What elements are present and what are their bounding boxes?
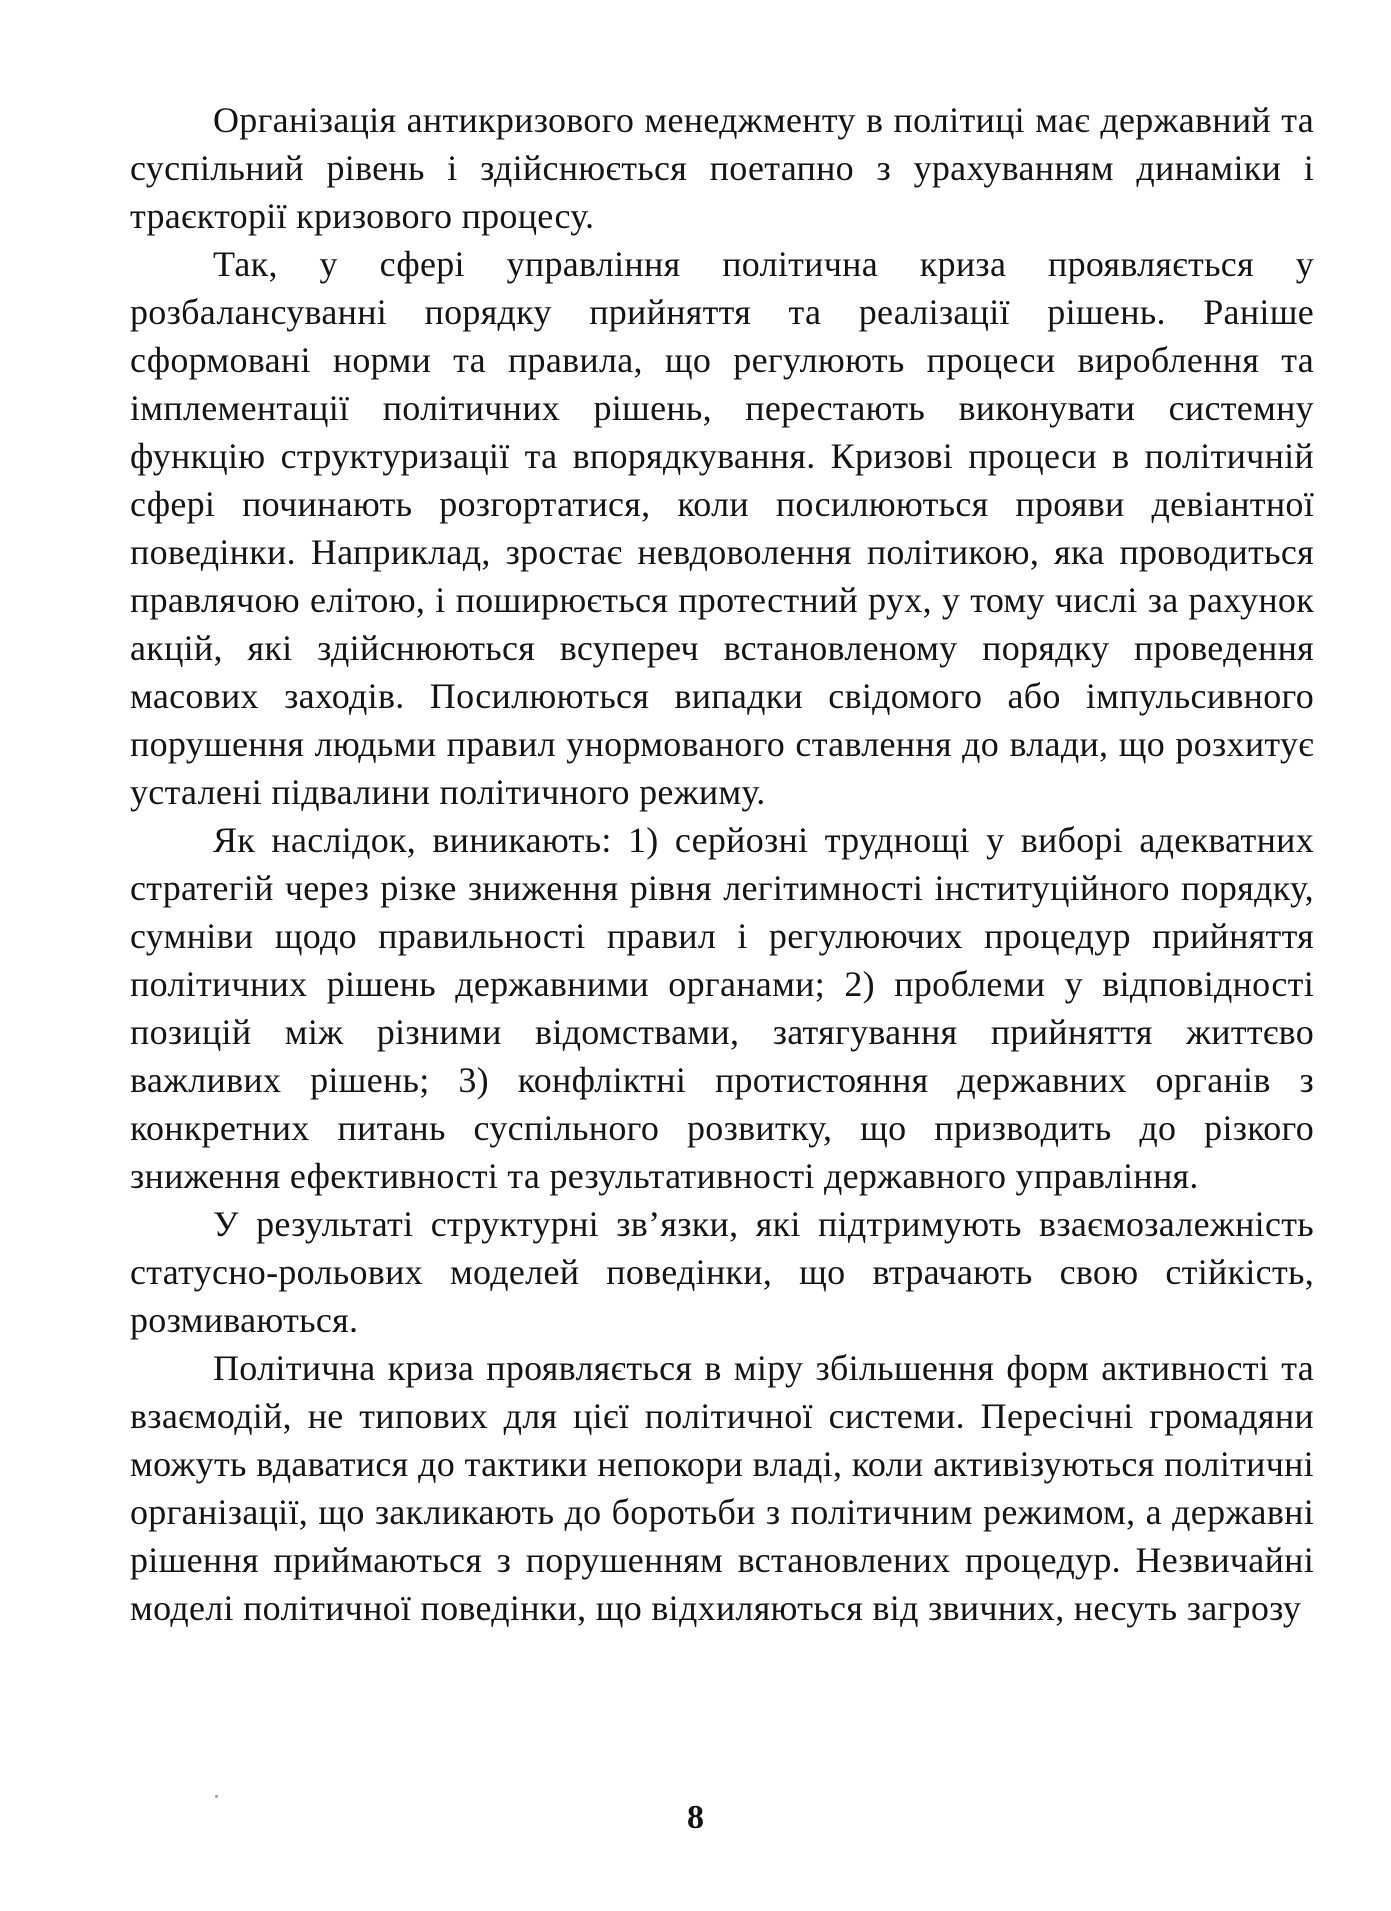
paragraph-3: Як наслідок, виникають: 1) серйозні труднощі у виборі адекватних стратегій через різке зниження рівня легітимності інституційного порядку, сумніви щодо правильності правил і регулюючих процедур прийняття політичних рішень державними органами; 2) проблеми у відповідності позицій між різними відомствами, затягування прийняття життєво важливих рішень; 3) конфліктні протистояння державних органів з конкретних питань суспільного розвитку, що призводить до різкого зниження ефективності та результативності державного управління. <box>130 820 1314 1196</box>
paragraph-2: Так, у сфері управління політична криза проявляється у розбалансуванні порядку прийняття та реалізації рішень. Раніше сформовані норми та правила, що регулюють процеси вироблення та імплементації політичних рішень, перестають виконувати системну функцію структуризації та впорядкування. Кризові процеси в політичній сфері починають розгортатися, коли посилюються прояви девіантної поведінки. Наприклад, зростає невдоволення політикою, яка проводиться правлячою елітою, і поширюється протестний рух, у тому числі за рахунок акцій, які здійснюються всупереч встановленому порядку проведення масових заходів. Посилюються випадки свідомого або імпульсивного порушення людьми правил унормованого ставлення до влади, що розхитує усталені підвалини політичного режиму. <box>130 244 1314 812</box>
paragraph-5: Політична криза проявляється в міру збільшення форм активності та взаємодій, не типових для цієї політичної системи. Пересічні громадяни можуть вдаватися до тактики непокори владі, коли активізуються політичні організації, що закликають до боротьби з політичним режимом, а державні рішення приймаються з порушенням встановлених процедур. Незвичайні моделі політичної поведінки, що відхиляються від звичних, несуть загрозу <box>130 1348 1314 1628</box>
body-text <box>130 96 1314 1632</box>
page-number: 8 <box>687 1799 704 1836</box>
paragraph-4: У результаті структурні зв’язки, які підтримують взаємозалежність статусно-рольових моделей поведінки, що втрачають свою стійкість, розмиваються. <box>130 1204 1314 1340</box>
paragraph-1: Організація антикризового менеджменту в політиці має державний та суспільний рівень і здійснюється поетапно з урахуванням динаміки і траєкторії кризового процесу. <box>130 100 1314 236</box>
